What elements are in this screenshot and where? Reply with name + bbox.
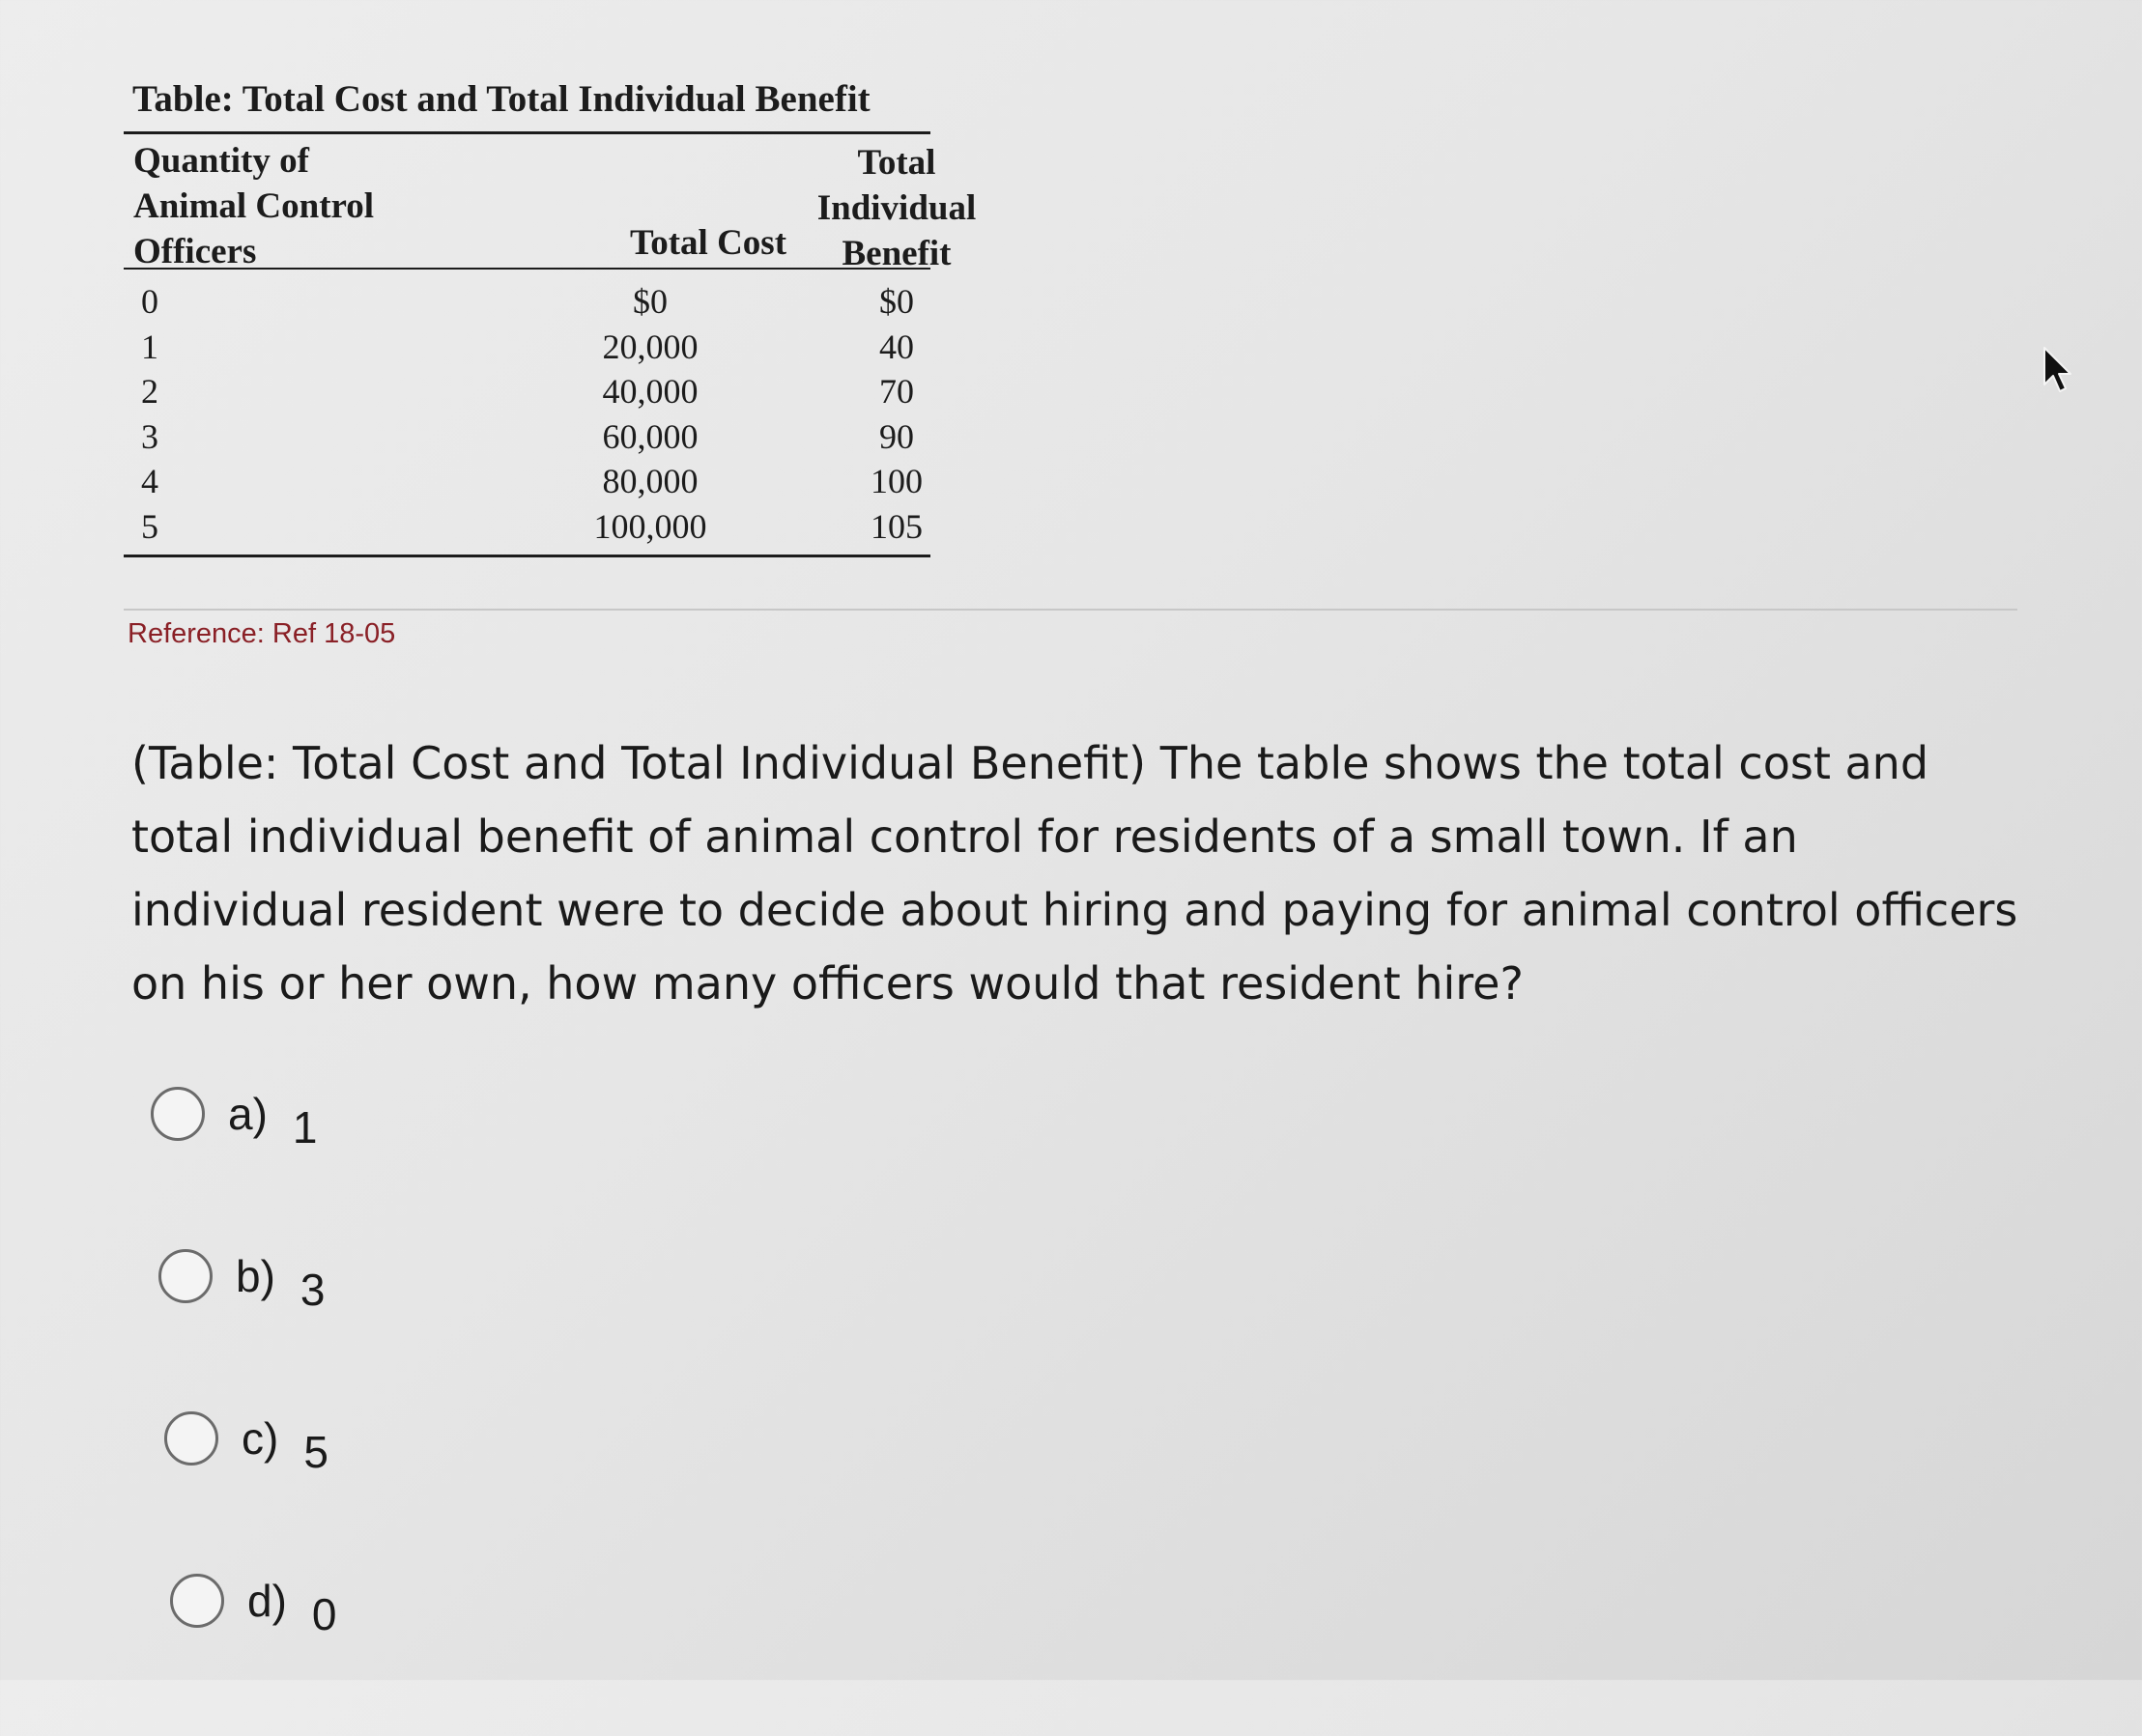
header-total-benefit	[781, 140, 1013, 276]
cell-total-benefit: 90	[879, 416, 914, 456]
question-text: (Table: Total Cost and Total Individual Benefit) The table shows the total cost and total individual benefit of animal control for residents of a small town. If an individual resident were to decide about hiring and paying for animal control officers on his or her own, how many officers would that resident hire?	[131, 737, 2018, 1010]
table-row	[124, 369, 930, 414]
header-benefit-line-2: Individual	[816, 188, 977, 228]
cell-total-cost: 80,000	[602, 462, 699, 500]
option-value: 3	[300, 1265, 326, 1315]
option-a[interactable]	[151, 1087, 337, 1249]
option-value: 1	[292, 1102, 318, 1153]
cell-total-cost: 20,000	[602, 327, 699, 366]
table-bottom-rule	[124, 555, 930, 557]
option-c[interactable]	[164, 1411, 337, 1574]
table-row	[124, 459, 930, 504]
header-benefit-line-3: Benefit	[842, 234, 952, 273]
radio-button-c[interactable]	[164, 1411, 218, 1466]
cell-quantity: 0	[141, 282, 158, 321]
table-body	[124, 270, 930, 549]
cell-total-benefit: 40	[879, 327, 914, 366]
header-quantity	[133, 138, 462, 274]
radio-button-b[interactable]	[158, 1249, 213, 1303]
radio-button-a[interactable]	[151, 1087, 205, 1141]
mouse-pointer-icon	[2041, 346, 2075, 394]
option-letter: c)	[242, 1413, 279, 1464]
header-quantity-line-2: Animal Control	[133, 186, 375, 226]
cell-total-cost: 60,000	[602, 416, 699, 456]
header-quantity-line-1: Quantity of	[133, 141, 309, 181]
cell-total-benefit: $0	[879, 282, 914, 321]
table-row	[124, 279, 930, 325]
header-total-cost: Total Cost	[629, 223, 787, 263]
header-benefit-line-1: Total	[857, 143, 936, 183]
table-row	[124, 504, 930, 550]
option-b[interactable]	[158, 1249, 337, 1411]
option-value: 0	[311, 1589, 337, 1639]
option-value: 5	[303, 1427, 328, 1477]
cell-total-cost: 100,000	[593, 506, 707, 546]
section-divider	[124, 609, 2017, 611]
cell-quantity: 3	[141, 416, 158, 456]
radio-button-d[interactable]	[170, 1574, 224, 1628]
cell-quantity: 4	[141, 462, 158, 500]
option-letter: b)	[236, 1251, 275, 1301]
cell-quantity: 2	[141, 372, 158, 411]
table-row	[124, 414, 930, 460]
cell-total-benefit: 70	[879, 372, 914, 411]
table-row	[124, 325, 930, 370]
option-d[interactable]	[170, 1574, 337, 1736]
cell-total-benefit: 105	[871, 506, 923, 546]
cell-total-cost: $0	[633, 282, 668, 321]
answer-options	[151, 1087, 337, 1736]
option-letter: a)	[228, 1089, 268, 1139]
cell-total-cost: 40,000	[602, 372, 699, 411]
table-header-row	[124, 134, 977, 273]
option-letter: d)	[247, 1576, 287, 1626]
cell-quantity: 1	[141, 327, 158, 366]
cell-total-benefit: 100	[871, 462, 923, 500]
reference-label: Reference: Ref 18-05	[128, 618, 396, 649]
data-table-figure	[124, 75, 977, 557]
header-quantity-line-3: Officers	[133, 232, 257, 271]
cell-quantity: 5	[141, 506, 158, 546]
table-caption: Table: Total Cost and Total Individual Benefit	[132, 78, 871, 120]
